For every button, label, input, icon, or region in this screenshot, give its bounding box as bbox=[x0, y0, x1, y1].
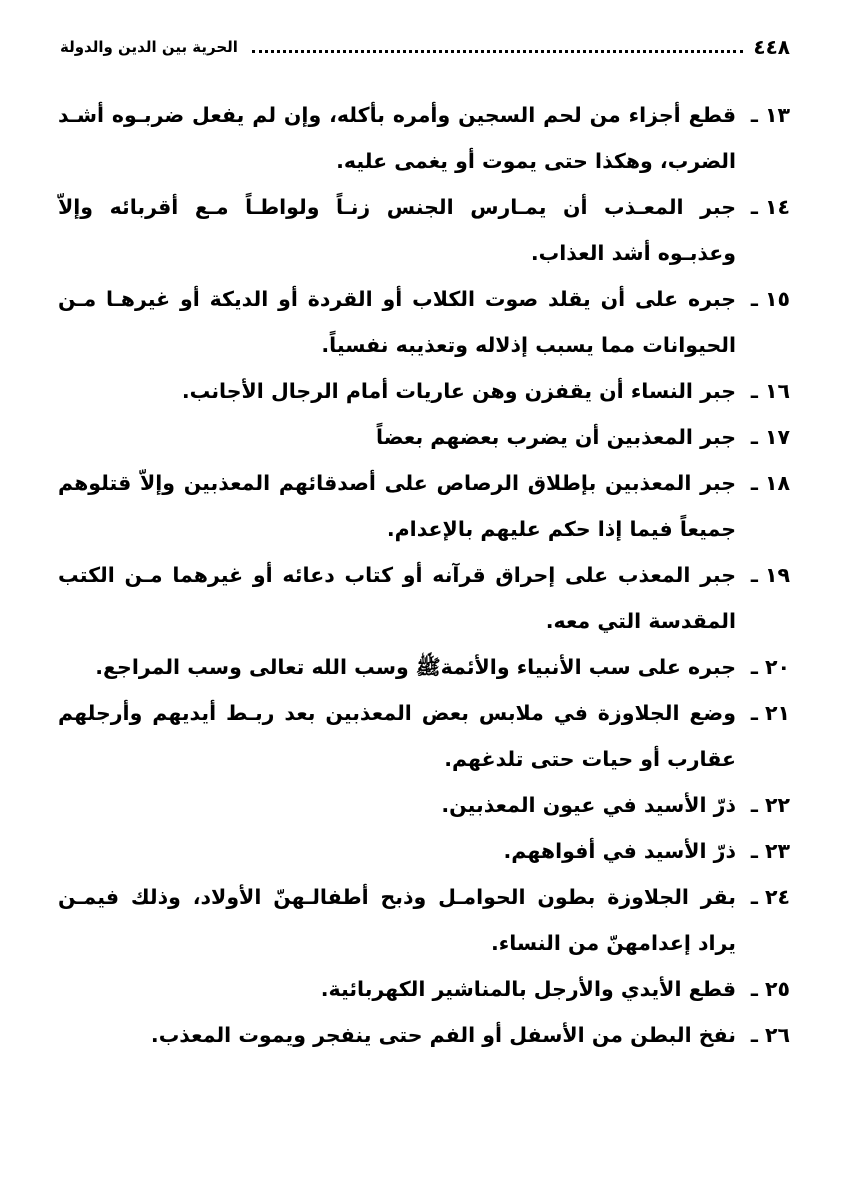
item-text: قطع الأيدي والأرجل بالمناشير الكهربائية. bbox=[320, 977, 736, 1001]
item-text: جبر المعذبين أن يضرب بعضهم بعضاً bbox=[376, 425, 736, 449]
book-title: الحرية بين الدين والدولة bbox=[60, 38, 238, 56]
item-number: ٢٣ ـ bbox=[750, 839, 790, 863]
item-text: جبر المعـذب أن يمـارس الجنس زنـاً ولواطـاً مـع أقربائه وإلاّ وعذبـوه أشد العذاب. bbox=[58, 195, 736, 265]
numbered-list bbox=[58, 92, 790, 1058]
list-item bbox=[58, 874, 790, 966]
item-number: ٢٦ ـ bbox=[750, 1023, 790, 1047]
list-item bbox=[58, 966, 790, 1012]
item-text: جبره على سب الأنبياء والأئمةﷺ وسب الله تعالى وسب المراجع. bbox=[95, 655, 736, 679]
list-item bbox=[58, 414, 790, 460]
item-number: ٢٠ ـ bbox=[750, 655, 790, 679]
list-item bbox=[58, 368, 790, 414]
item-text: نفخ البطن من الأسفل أو الفم حتى ينفجر ويموت المعذب. bbox=[150, 1023, 736, 1047]
running-header bbox=[60, 32, 790, 62]
list-item bbox=[58, 460, 790, 552]
list-item bbox=[58, 690, 790, 782]
item-text: جبر المعذب على إحراق قرآنه أو كتاب دعائه أو غيرهما مـن الكتب المقدسة التي معه. bbox=[58, 563, 736, 633]
item-number: ١٨ ـ bbox=[750, 471, 790, 495]
item-number: ١٤ ـ bbox=[750, 195, 790, 219]
page-number: ٤٤٨ bbox=[753, 35, 790, 59]
item-number: ٢١ ـ bbox=[750, 701, 790, 725]
item-text: قطع أجزاء من لحم السجين وأمره بأكله، وإن لم يفعل ضربـوه أشـد الضرب، وهكذا حتى يموت أو يغمى عليه. bbox=[58, 103, 736, 173]
item-number: ٢٤ ـ bbox=[750, 885, 790, 909]
item-number: ١٦ ـ bbox=[750, 379, 790, 403]
list-item bbox=[58, 276, 790, 368]
item-text: جبر المعذبين بإطلاق الرصاص على أصدقائهم المعذبين وإلاّ قتلوهم جميعاً فيما إذا حكم عليهم بالإعدام. bbox=[58, 471, 736, 541]
item-number: ١٩ ـ bbox=[750, 563, 790, 587]
list-item bbox=[58, 184, 790, 276]
item-text: وضع الجلاوزة في ملابس بعض المعذبين بعد ربـط أيديهم وأرجلهم عقارب أو حيات حتى تلدغهم. bbox=[58, 701, 736, 771]
item-number: ٢٢ ـ bbox=[750, 793, 790, 817]
item-number: ٢٥ ـ bbox=[750, 977, 790, 1001]
item-text: ذرّ الأسيد في أفواههم. bbox=[503, 839, 736, 863]
list-item bbox=[58, 644, 790, 690]
item-text: ذرّ الأسيد في عيون المعذبين. bbox=[441, 793, 736, 817]
item-number: ١٣ ـ bbox=[750, 103, 790, 127]
header-dot-leader bbox=[252, 50, 743, 53]
item-text: جبر النساء أن يقفزن وهن عاريات أمام الرجال الأجانب. bbox=[181, 379, 736, 403]
list-item bbox=[58, 828, 790, 874]
item-number: ١٥ ـ bbox=[750, 287, 790, 311]
item-text: جبره على أن يقلد صوت الكلاب أو القردة أو الديكة أو غيرهـا مـن الحيوانات مما يسبب إذلاله وتعذيبه نفسياً. bbox=[58, 287, 736, 357]
list-item bbox=[58, 1012, 790, 1058]
list-item bbox=[58, 782, 790, 828]
item-number: ١٧ ـ bbox=[750, 425, 790, 449]
item-text: بقر الجلاوزة بطون الحوامـل وذبح أطفالـهنّ الأولاد، وذلك فيمـن يراد إعدامهنّ من النساء. bbox=[58, 885, 736, 955]
list-item bbox=[58, 552, 790, 644]
list-item bbox=[58, 92, 790, 184]
